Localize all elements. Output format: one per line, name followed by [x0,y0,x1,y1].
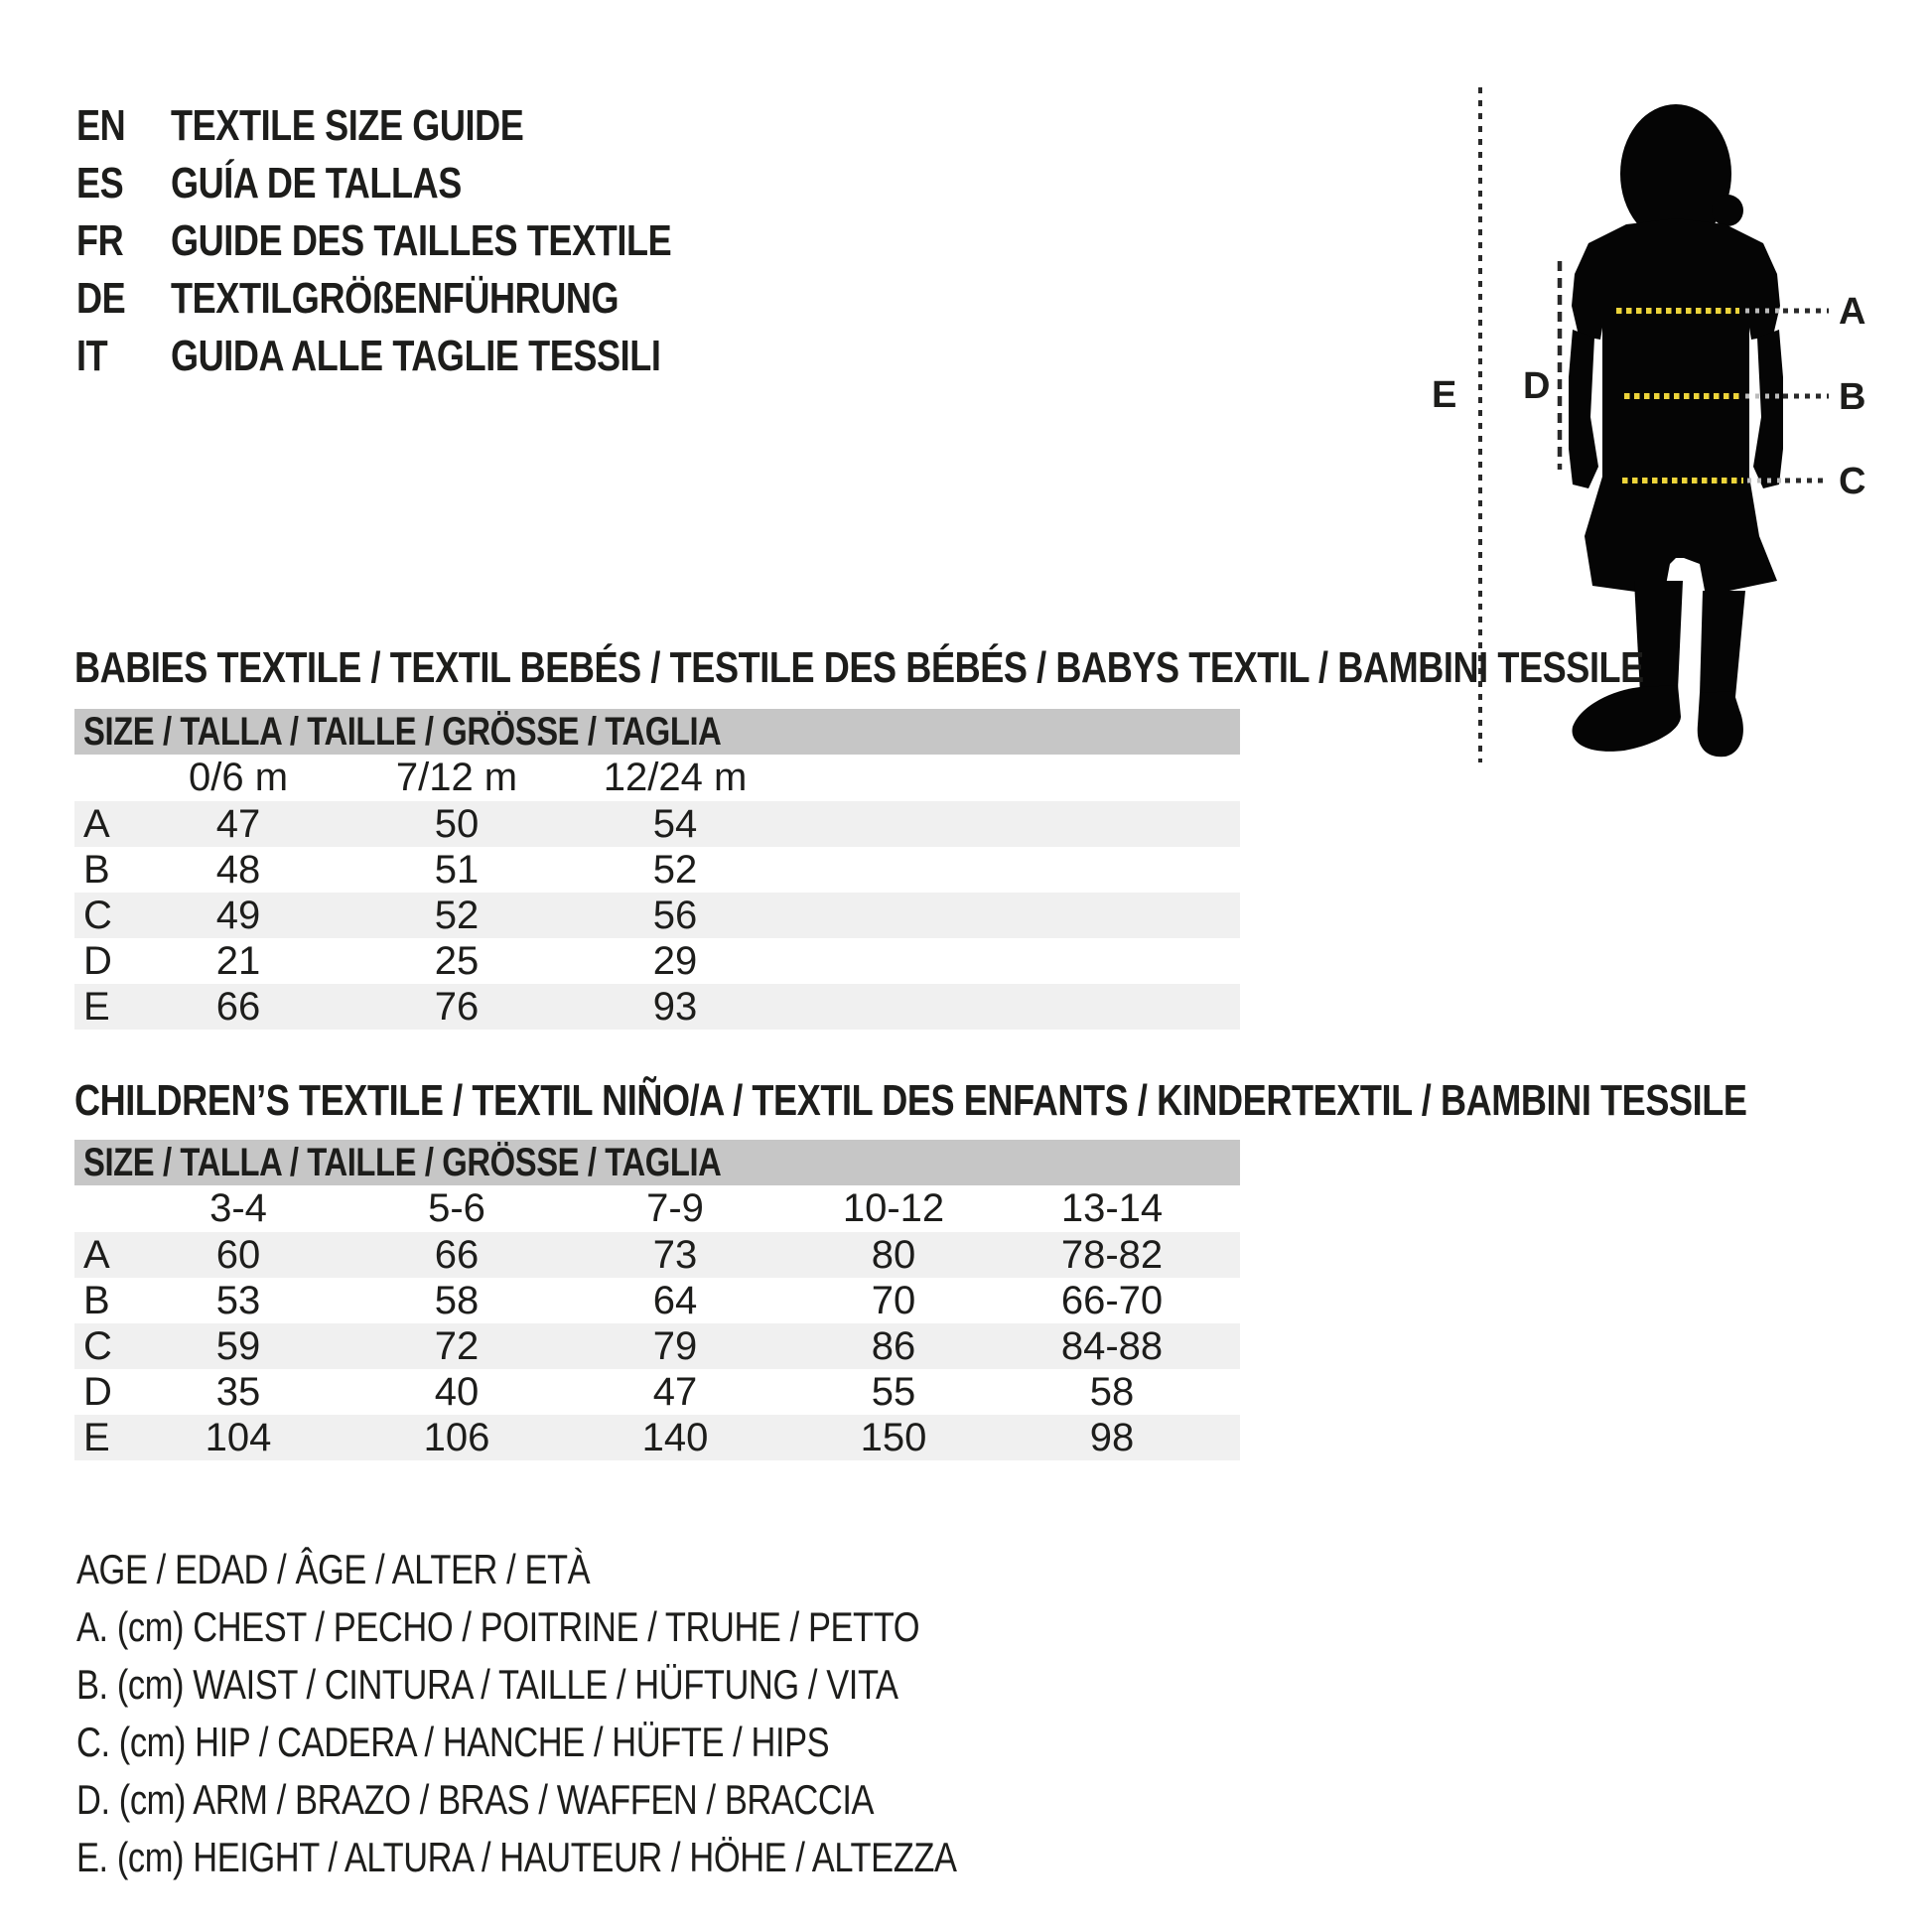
language-code [76,274,171,324]
language-code [76,159,171,208]
legend-line [76,1714,1150,1771]
size-value-cell: 21 [215,938,261,983]
size-value-cell: 150 [860,1415,927,1459]
children-column-header: 5-6 [428,1186,485,1230]
language-code [76,332,171,381]
babies-section-title-text: BABIES TEXTILE / TEXTIL BEBÉS / TESTILE DES BÉBÉS / BABYS TEXTIL / BAMBINI TESSILE [74,643,1644,692]
babies-size-header-text: SIZE / TALLA / TAILLE / GRÖSSE / TAGLIA [83,709,722,754]
language-guide-title-text: TEXTILE SIZE GUIDE [171,101,524,150]
language-code-text: ES [76,159,124,207]
language-code [76,101,171,151]
children-column-header: 3-4 [209,1186,267,1230]
legend-line-text: E. (cm) HEIGHT / ALTURA / HAUTEUR / HÖHE / ALTEZZA [76,1834,957,1880]
size-value-cell: 25 [434,938,480,983]
size-value-cell: 58 [1089,1369,1135,1414]
language-title-list [76,97,781,385]
language-guide-title-text: GUÍA DE TALLAS [171,159,462,207]
row-cells [129,1370,1221,1415]
legend-line-text: C. (cm) HIP / CADERA / HANCHE / HÜFTE / HIPS [76,1719,830,1765]
children-size-table [74,1185,1240,1460]
row-cells [129,802,784,847]
measurement-legend [76,1541,1150,1886]
table-row [74,801,1240,847]
row-measure-label: C [83,893,112,937]
figure-label-C: C [1839,461,1866,502]
row-cells [129,939,784,984]
size-value-cell: 60 [215,1232,261,1277]
children-column-header: 13-14 [1060,1186,1164,1230]
legend-line [76,1598,1150,1656]
legend-line-text: AGE / EDAD / ÂGE / ALTER / ETÀ [76,1546,591,1592]
table-row [74,1415,1240,1460]
language-guide-title [171,101,602,151]
figure-label-A: A [1839,291,1866,333]
language-title-row [76,212,781,270]
children-section-title [74,1076,1932,1126]
row-cells [129,894,784,938]
row-cells [129,848,784,893]
size-value-cell: 50 [434,801,480,846]
babies-column-header: 7/12 m [395,756,518,799]
table-row [74,1369,1240,1415]
size-value-cell: 72 [434,1323,480,1368]
row-cells [129,985,784,1030]
language-guide-title [171,216,781,266]
language-code-text: IT [76,332,108,380]
children-table-rows [74,1232,1240,1460]
language-guide-title [171,274,717,324]
babies-size-table [74,755,1240,1030]
size-value-cell: 86 [871,1323,916,1368]
size-value-cell: 56 [652,893,698,937]
row-measure-label: A [83,801,110,846]
size-value-cell: 66 [434,1232,480,1277]
babies-section-title [74,643,1932,693]
size-value-cell: 93 [652,984,698,1029]
children-column-headers [129,1186,1221,1231]
row-cells [129,1233,1221,1278]
language-guide-title-text: GUIDE DES TAILLES TEXTILE [171,216,672,265]
row-measure-label: B [83,847,110,892]
table-row [74,1278,1240,1323]
row-measure-label: E [83,1415,110,1459]
row-measure-label: C [83,1323,112,1368]
size-value-cell: 53 [215,1278,261,1322]
babies-column-header: 12/24 m [603,756,748,799]
language-title-row [76,270,781,328]
size-value-cell: 35 [215,1369,261,1414]
legend-line [76,1541,1150,1598]
babies-column-header-row [74,755,1240,801]
babies-table-rows [74,801,1240,1030]
size-value-cell: 106 [423,1415,490,1459]
table-row [74,984,1240,1030]
language-title-row [76,155,781,212]
size-value-cell: 40 [434,1369,480,1414]
size-value-cell: 55 [871,1369,916,1414]
children-section-title-text: CHILDREN’S TEXTILE / TEXTIL NIÑO/A / TEXTIL DES ENFANTS / KINDERTEXTIL / BAMBINI TESSILE [74,1076,1747,1125]
row-measure-label: E [83,984,110,1029]
size-value-cell: 73 [652,1232,698,1277]
size-value-cell: 104 [205,1415,272,1459]
figure-label-E: E [1432,374,1457,416]
row-measure-label: D [83,938,112,983]
language-title-row [76,328,781,385]
babies-column-headers [129,756,784,800]
size-value-cell: 52 [652,847,698,892]
row-cells [129,1324,1221,1369]
language-guide-title-text: GUIDA ALLE TAGLIE TESSILI [171,332,661,380]
row-cells [129,1416,1221,1460]
children-column-header: 7-9 [646,1186,704,1230]
size-value-cell: 47 [215,801,261,846]
table-row [74,938,1240,984]
size-value-cell: 79 [652,1323,698,1368]
legend-line-text: A. (cm) CHEST / PECHO / POITRINE / TRUHE / PETTO [76,1603,920,1650]
size-value-cell: 66 [215,984,261,1029]
size-value-cell: 51 [434,847,480,892]
row-measure-label: D [83,1369,112,1414]
row-measure-label: B [83,1278,110,1322]
table-row [74,893,1240,938]
table-row [74,1323,1240,1369]
figure-label-D: D [1523,365,1551,407]
size-value-cell: 66-70 [1060,1278,1164,1322]
size-value-cell: 54 [652,801,698,846]
babies-column-header: 0/6 m [188,756,289,799]
language-guide-title [171,159,525,208]
row-measure-label: A [83,1232,110,1277]
size-value-cell: 76 [434,984,480,1029]
children-size-header-bar [74,1140,1240,1185]
size-value-cell: 64 [652,1278,698,1322]
language-guide-title-text: TEXTILGRÖßENFÜHRUNG [171,274,620,323]
size-value-cell: 59 [215,1323,261,1368]
size-value-cell: 49 [215,893,261,937]
legend-line [76,1656,1150,1714]
size-value-cell: 84-88 [1060,1323,1164,1368]
babies-size-header-bar [74,709,1240,755]
language-guide-title [171,332,768,381]
size-value-cell: 52 [434,893,480,937]
legend-line [76,1829,1150,1886]
language-code-text: EN [76,101,126,150]
legend-line-text: B. (cm) WAIST / CINTURA / TAILLE / HÜFTUNG / VITA [76,1661,898,1708]
children-column-header-row [74,1185,1240,1232]
size-value-cell: 29 [652,938,698,983]
size-value-cell: 70 [871,1278,916,1322]
size-value-cell: 47 [652,1369,698,1414]
size-value-cell: 58 [434,1278,480,1322]
table-row [74,1232,1240,1278]
size-value-cell: 48 [215,847,261,892]
figure-label-B: B [1839,376,1866,418]
language-title-row [76,97,781,155]
row-cells [129,1279,1221,1323]
legend-line [76,1771,1150,1829]
language-code-text: FR [76,216,124,265]
language-code-text: DE [76,274,126,323]
language-code [76,216,171,266]
children-size-header-text: SIZE / TALLA / TAILLE / GRÖSSE / TAGLIA [83,1140,722,1184]
size-value-cell: 78-82 [1060,1232,1164,1277]
size-value-cell: 98 [1089,1415,1135,1459]
table-row [74,847,1240,893]
legend-line-text: D. (cm) ARM / BRAZO / BRAS / WAFFEN / BRACCIA [76,1776,875,1823]
children-column-header: 10-12 [842,1186,945,1230]
size-value-cell: 140 [641,1415,709,1459]
size-value-cell: 80 [871,1232,916,1277]
